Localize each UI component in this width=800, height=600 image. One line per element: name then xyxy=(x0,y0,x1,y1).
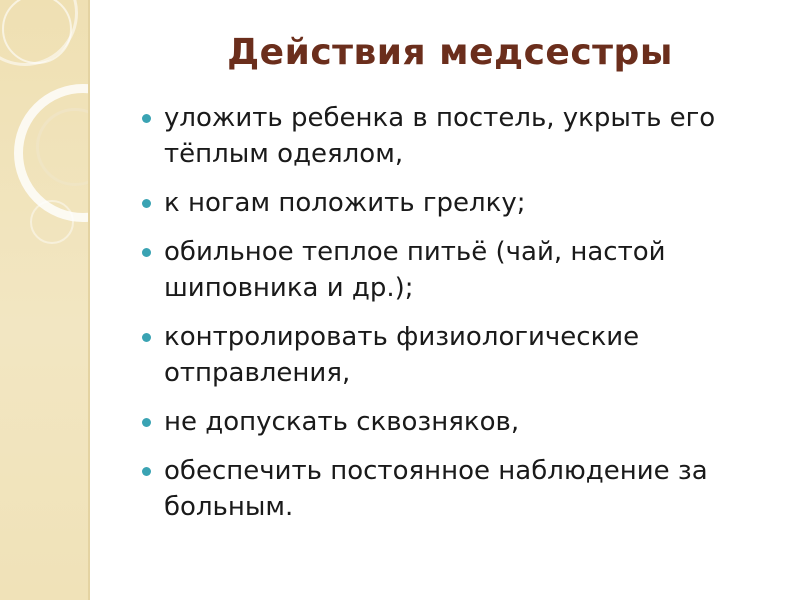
list-item-text: уложить ребенка в постель, укрыть его тёплым одеялом, xyxy=(164,103,716,169)
decorative-circle xyxy=(2,0,72,64)
decorative-side-band xyxy=(0,0,88,600)
bullet-icon xyxy=(142,199,151,208)
bullet-icon xyxy=(142,467,151,476)
list-item xyxy=(140,234,780,306)
action-list xyxy=(140,100,780,538)
list-item-text: обильное теплое питьё (чай, настой шиповника и др.); xyxy=(164,237,666,303)
list-item-text: не допускать сквозняков, xyxy=(164,407,520,437)
slide-title: Действия медсестры xyxy=(227,32,673,73)
list-item xyxy=(140,185,780,221)
list-item xyxy=(140,319,780,391)
list-item xyxy=(140,404,780,440)
list-item-text: обеспечить постоянное наблюдение за больным. xyxy=(164,456,708,522)
list-item xyxy=(140,453,780,525)
band-divider xyxy=(88,0,90,600)
bullet-icon xyxy=(142,418,151,427)
bullet-icon xyxy=(142,333,151,342)
list-item xyxy=(140,100,780,172)
bullet-icon xyxy=(142,114,151,123)
decorative-circle xyxy=(30,200,74,244)
list-item-text: к ногам положить грелку; xyxy=(164,188,526,218)
bullet-icon xyxy=(142,248,151,257)
list-item-text: контролировать физиологические отправления, xyxy=(164,322,640,388)
